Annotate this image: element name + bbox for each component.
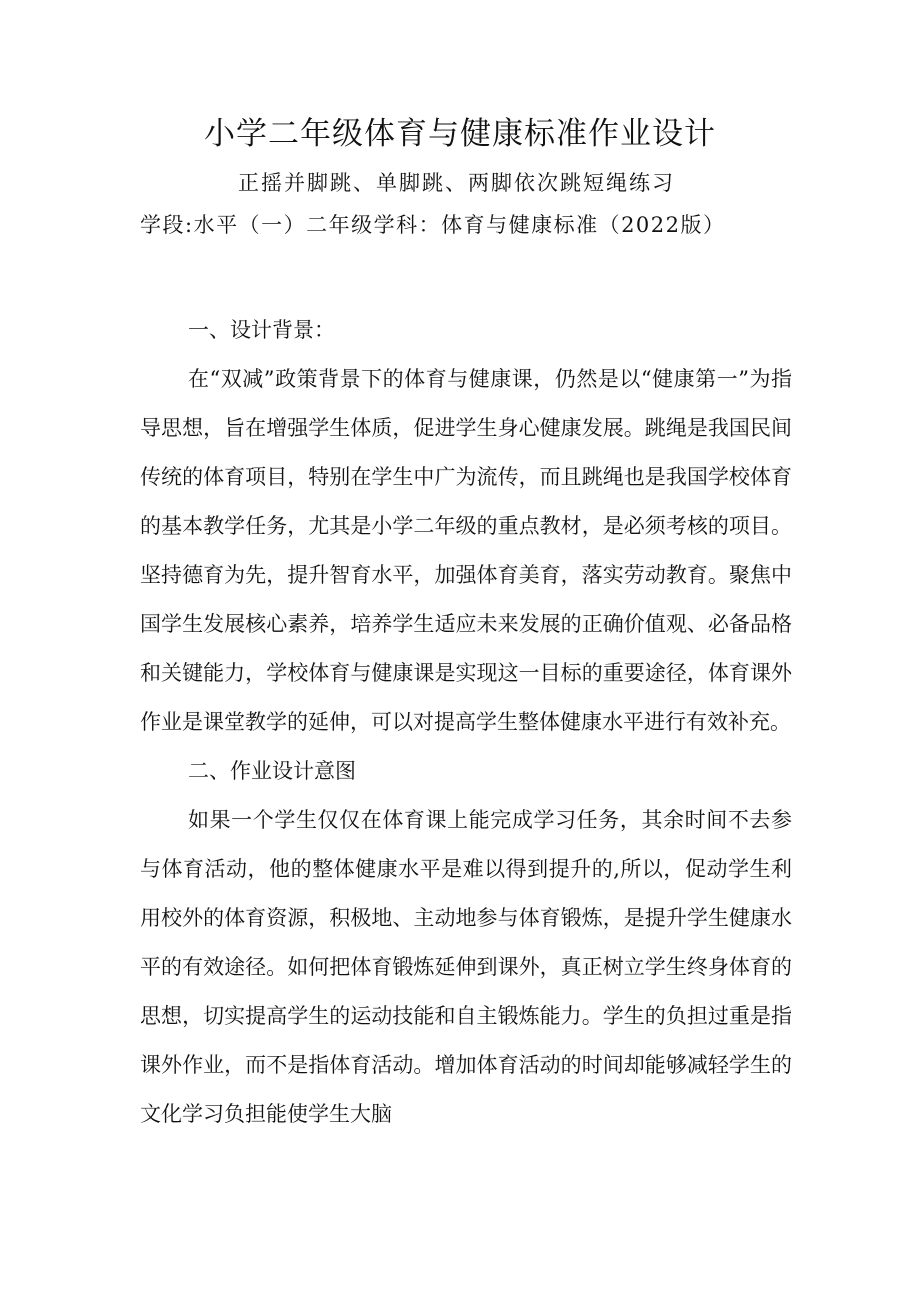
document-meta-line: 学段:水平（一）二年级学科：体育与健康标准（2022版） xyxy=(140,213,726,237)
section-paragraph-intent: 如果一个学生仅仅在体育课上能完成学习任务，其余时间不去参与体育活动，他的整体健康水平是难以得到提升的,所以，促动学生利用校外的体育资源，积极地、主动地参与体育锻炼，是提升学生健康水平的有效途径。如何把体育锻炼延伸到课外，真正树立学生终身体育的思想，切实提高学生的运动技能和自主锻炼能力。学生的负担过重是指课外作业，而不是指体育活动。增加体育活动的时间却能够减轻学生的文化学习负担能使学生大脑 xyxy=(140,808,792,1126)
section-heading-background: 一、设计背景： xyxy=(188,318,335,342)
document-subtitle: 正摇并脚跳、单脚跳、两脚依次跳短绳练习 xyxy=(238,171,675,195)
section-paragraph-background: 在“双减”政策背景下的体育与健康课，仍然是以“健康第一”为指导思想，旨在增强学生体质，促进学生身心健康发展。跳绳是我国民间传统的体育项目，特别在学生中广为流传，而且跳绳也是我国学校体育的基本教学任务，尤其是小学二年级的重点教材，是必须考核的项目。坚持德育为先，提升智育水平，加强体育美育，落实劳动教育。聚焦中国学生发展核心素养，培养学生适应未来发展的正确价值观、必备品格和关键能力，学校体育与健康课是实现这一目标的重要途径，体育课外作业是课堂教学的延伸，可以对提高学生整体健康水平进行有效补充。 xyxy=(140,367,792,734)
section-heading-intent: 二、作业设计意图 xyxy=(188,759,356,783)
document-body xyxy=(140,306,792,1139)
document-title: 小学二年级体育与健康标准作业设计 xyxy=(204,116,716,152)
